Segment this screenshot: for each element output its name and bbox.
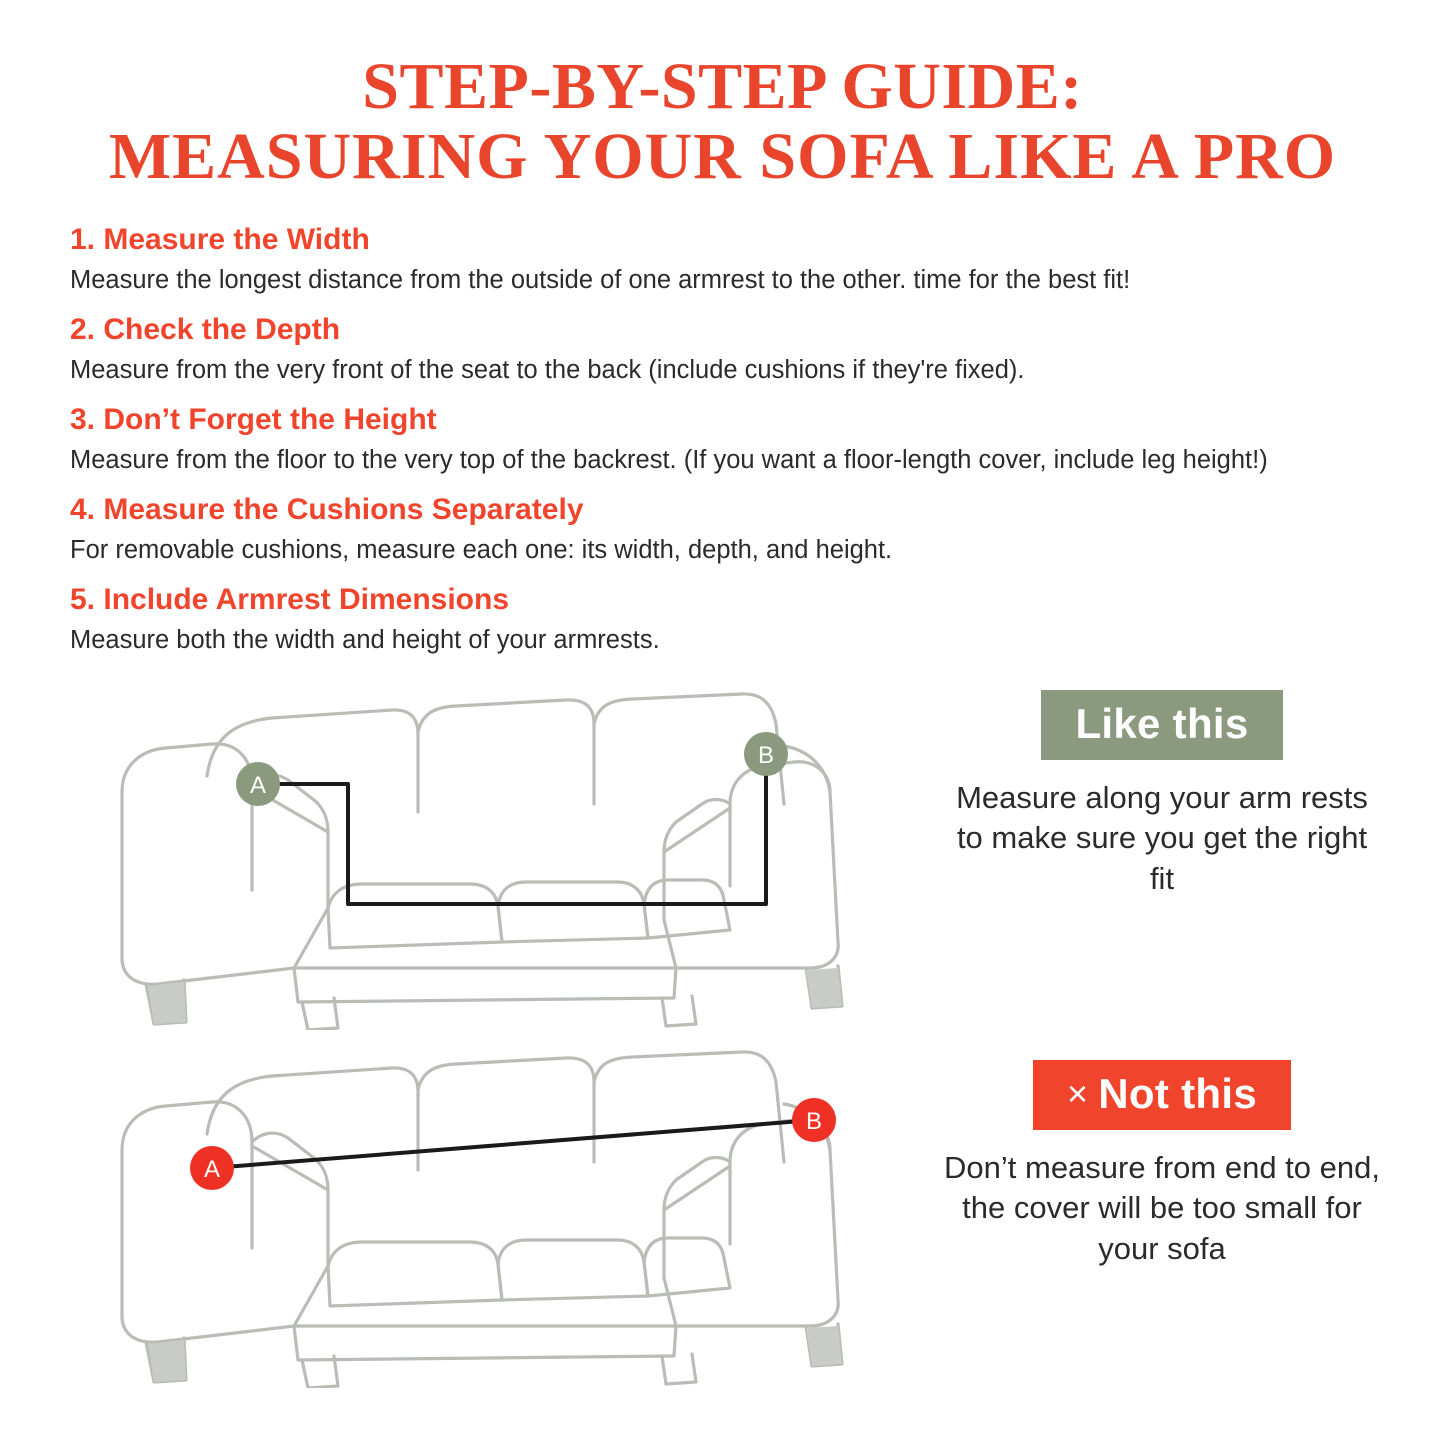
close-icon: × [1066, 1072, 1089, 1114]
svg-text:A: A [249, 771, 267, 799]
sofa-diagram-correct [62, 680, 902, 1030]
title-line-2: MEASURING YOUR SOFA LIKE A PRO [108, 119, 1337, 193]
illustration-panels [62, 680, 1383, 1388]
step-item-5 [62, 578, 1383, 658]
step-body-3: Measure from the floor to the very top of the backrest. (If you want a floor-length cover, include leg height!) [70, 446, 1268, 475]
banner-like-this: Like this [1041, 690, 1282, 760]
marker-b-incorrect [792, 1098, 836, 1142]
steps-list [62, 218, 1383, 658]
banner-not-this [1033, 1060, 1291, 1130]
marker-b-correct [744, 732, 788, 776]
callout-text-incorrect: Don’t measure from end to end, the cover will be too small for your sofa [944, 1149, 1380, 1267]
step-heading-4: 4. Measure the Cushions Separately [70, 492, 584, 526]
step-heading-2: 2. Check the Depth [70, 312, 341, 346]
page-title [62, 0, 1383, 192]
marker-a-incorrect [190, 1146, 234, 1190]
step-item-4 [62, 488, 1383, 568]
svg-text:A: A [203, 1155, 221, 1183]
step-body-5: Measure both the width and height of your armrests. [70, 626, 660, 655]
step-body-2: Measure from the very front of the seat to the back (include cushions if they're fixed). [70, 356, 1025, 385]
step-item-2 [62, 308, 1383, 388]
svg-text:B: B [805, 1107, 823, 1135]
callout-correct [942, 690, 1382, 901]
step-body-1: Measure the longest distance from the outside of one armrest to the other. time for the best fit! [70, 266, 1131, 295]
step-item-3 [62, 398, 1383, 478]
title-line-1: STEP-BY-STEP GUIDE: [362, 50, 1083, 123]
panel-correct [62, 680, 1383, 1030]
panel-incorrect [62, 1038, 1383, 1388]
step-heading-1: 1. Measure the Width [70, 222, 370, 256]
marker-a-correct [236, 762, 280, 806]
step-heading-5: 5. Include Armrest Dimensions [70, 582, 510, 616]
step-body-4: For removable cushions, measure each one: its width, depth, and height. [70, 536, 893, 565]
callout-text-correct: Measure along your arm rests to make sure you get the right fit [956, 779, 1368, 897]
callout-incorrect [942, 1060, 1382, 1271]
step-heading-3: 3. Don’t Forget the Height [70, 402, 437, 436]
sofa-diagram-incorrect [62, 1038, 902, 1388]
step-item-1 [62, 218, 1383, 298]
svg-text:B: B [757, 741, 775, 769]
banner-not-this-label: Not this [1098, 1069, 1258, 1117]
